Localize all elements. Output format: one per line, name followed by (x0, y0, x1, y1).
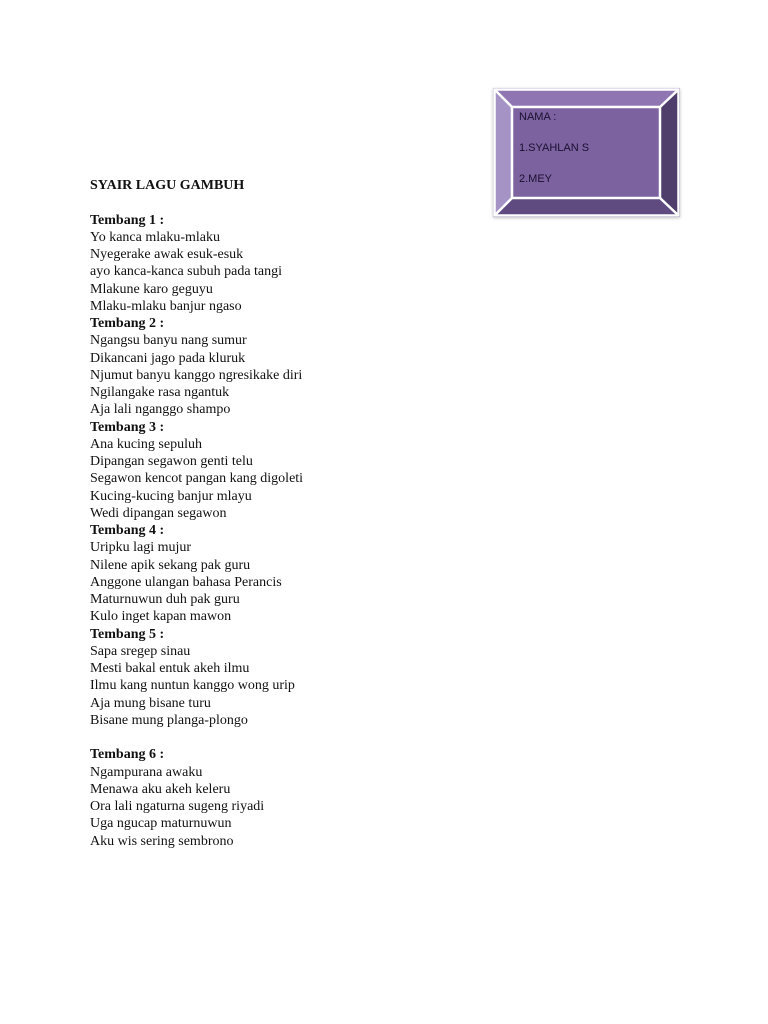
poem-line: Mlakune karo geguyu (90, 281, 213, 297)
stanza-heading: Tembang 2 : (90, 316, 165, 331)
poem-line: Aja mung bisane turu (90, 695, 211, 711)
poem-line: Ora lali ngaturna sugeng riyadi (90, 799, 265, 814)
member-2: 2.MEY (519, 173, 553, 185)
poem-line: Dikancani jago pada kluruk (90, 350, 246, 366)
bevel-top (493, 88, 680, 107)
poem-line: Anggone ulangan bahasa Perancis (90, 574, 282, 590)
poem-line: Kucing-kucing banjur mlayu (90, 488, 252, 504)
poem-line: Dipangan segawon genti telu (90, 454, 253, 469)
poem-line: Ngangsu banyu nang sumur (90, 333, 247, 349)
poem-line: Ngampurana awaku (90, 764, 203, 780)
stanza-heading: Tembang 4 : (90, 523, 165, 538)
stanza-heading: Tembang 5 : (90, 626, 165, 642)
name-label: NAMA : (519, 111, 557, 123)
stanza-heading: Tembang 1 : (90, 212, 165, 228)
poem-line: Aku wis sering sembrono (90, 833, 234, 849)
stanza-heading: Tembang 3 : (90, 419, 165, 435)
poem-line: Ana kucing sepuluh (90, 436, 202, 452)
name-box (493, 88, 680, 217)
poem-line: Yo kanca mlaku-mlaku (90, 229, 220, 245)
poem-line: Mlaku-mlaku banjur ngaso (90, 298, 242, 314)
poem-line: Ilmu kang nuntun kanggo wong urip (90, 678, 295, 694)
bevel-right (660, 88, 680, 217)
stanza-heading: Tembang 6 : (90, 747, 165, 763)
poem-line: Aja lali nganggo shampo (90, 402, 231, 418)
poem-line: Menawa aku akeh keleru (90, 781, 231, 797)
poem-line: Mesti bakal entuk akeh ilmu (90, 661, 250, 676)
poem-line: Bisane mung planga-plongo (90, 712, 248, 728)
poem-line: Uripku lagi mujur (90, 540, 192, 556)
poem-line: Nilene apik sekang pak guru (90, 557, 251, 573)
poem-line: Wedi dipangan segawon (90, 505, 227, 521)
poem-line: Ngilangake rasa ngantuk (90, 385, 230, 400)
poem-line: Njumut banyu kanggo ngresikake diri (90, 367, 303, 383)
poem-line: Uga ngucap maturnuwun (90, 816, 232, 832)
poem-document (90, 177, 304, 849)
poem-line: Maturnuwun duh pak guru (90, 592, 240, 607)
poem-line: Nyegerake awak esuk-esuk (90, 247, 244, 262)
document-title: SYAIR LAGU GAMBUH (90, 178, 245, 193)
member-1: 1.SYAHLAN S (519, 142, 590, 154)
poem-line: ayo kanca-kanca subuh pada tangi (90, 264, 283, 280)
poem-line: Kulo inget kapan mawon (90, 609, 232, 625)
poem-line: Sapa sregep sinau (90, 643, 191, 659)
poem-line: Segawon kencot pangan kang digoleti (90, 471, 304, 487)
bevel-left (493, 88, 512, 217)
